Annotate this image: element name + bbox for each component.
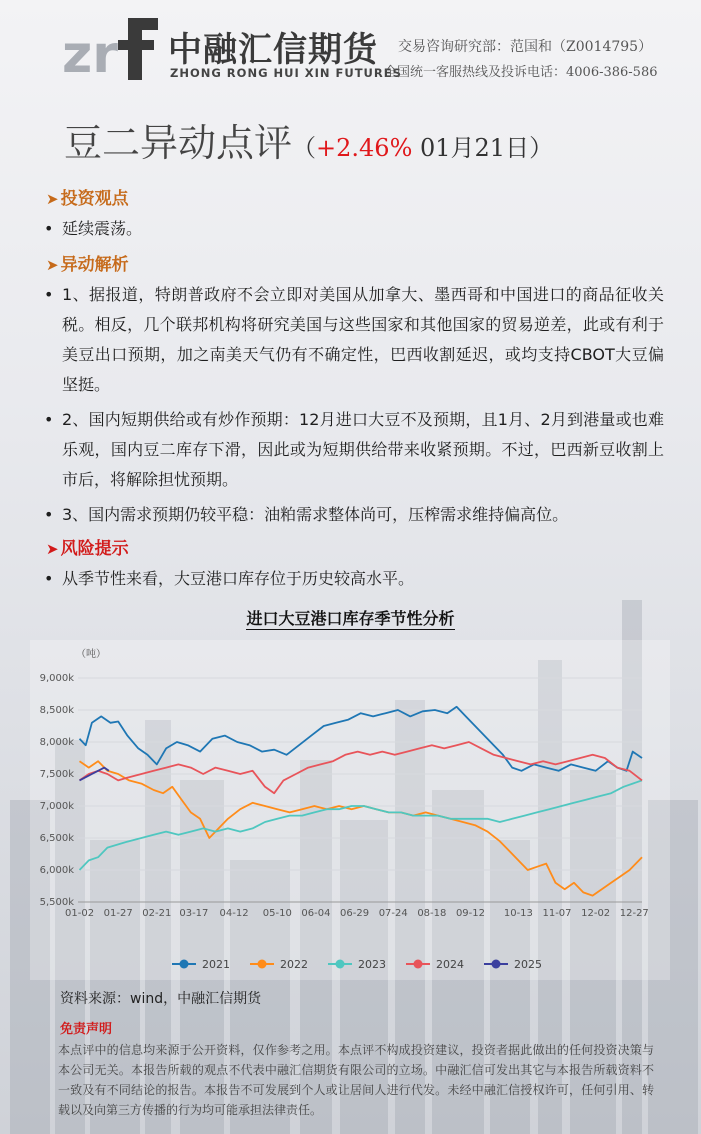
x-tick-label: 07-24 [378,908,408,919]
y-tick-label: 6,000k [39,865,74,876]
x-tick-label: 11-07 [542,908,572,919]
x-tick-label: 05-10 [262,908,292,919]
research-contact: 交易咨询研究部：范国和（Z0014795） [398,39,653,55]
x-tick-label: 04-12 [219,908,249,919]
x-tick-label: 12-02 [581,908,611,919]
bullet-icon: • [44,505,54,524]
x-tick-label: 06-29 [340,908,370,919]
chart-title-text: 进口大豆港口库存季节性分析 [246,609,455,628]
risk-paragraph [44,564,664,594]
legend-label: 2025 [514,958,542,971]
analysis-text-1: 1、据报道，特朗普政府不会立即对美国从加拿大、墨西哥和中国进口的商品征收关税。相反，几个联邦机构将研究美国与这些国家和其他国家的贸易逆差，此或有利于美豆出口预期，加之南美天气仍有不确定性，巴西收割延迟，或均支持CBOT大豆偏坚挺。 [62,285,664,394]
section-analysis-title: 异动解析 [60,255,129,275]
arrow-icon: ➤ [46,540,59,558]
y-tick-label: 6,500k [39,833,74,844]
legend-marker [492,960,501,969]
svg-text:zr: zr [62,25,118,80]
hotline-contact: 全国统一客服热线及投诉电话：4006-386-586 [384,65,658,80]
view-paragraph [44,214,664,244]
legend-label: 2023 [358,958,386,971]
title-main: 豆二异动点评 [64,121,293,165]
legend-label: 2022 [280,958,308,971]
chart-title [0,606,701,629]
bullet-icon: • [44,219,54,238]
x-tick-label: 01-02 [65,908,95,919]
title-open: （ [292,134,317,162]
title-close: ） [529,134,554,162]
section-analysis-heading [46,250,129,275]
bullet-icon: • [44,569,54,588]
analysis-paragraph-2 [44,405,664,495]
page-title [64,112,553,167]
analysis-text-3: 3、国内需求预期仍较平稳：油粕需求整体尚可，压榨需求维持偏高位。 [62,505,569,524]
title-date: 01月21日 [412,134,530,162]
x-tick-label: 12-27 [619,908,649,919]
analysis-paragraph-1 [44,280,664,400]
analysis-paragraph-3 [44,500,664,530]
y-tick-label: 7,000k [39,801,74,812]
risk-text: 从季节性来看，大豆港口库存位于历史较高水平。 [62,569,415,588]
legend-marker [336,960,345,969]
legend-label: 2021 [202,958,230,971]
section-view-heading [46,184,129,209]
y-axis-unit-label: （吨） [76,649,106,660]
arrow-icon: ➤ [46,190,59,208]
arrow-icon: ➤ [46,256,59,274]
section-view-title: 投资观点 [60,189,129,209]
section-risk-title: 风险提示 [60,539,129,559]
bullet-icon: • [44,410,54,429]
legend-marker [180,960,189,969]
report-header [0,0,701,100]
disclaimer-text: 本点评中的信息均来源于公开资料，仅作参考之用。本点评不构成投资建议，投资者据此做出的任何投资决策与本公司无关。本报告所载的观点不代表中融汇信期货有限公司的立场。中融汇信可发出其它与本报告所载资料不一致及有不同结论的报告。本报告不可发展到个人或让居间人进行代发。未经中融汇信授权许可，任何引用、转载以及向第三方传播的行为均可能承担法律责任。 [58,1043,654,1117]
seasonal-inventory-chart [30,640,670,980]
x-tick-label: 01-27 [103,908,133,919]
company-logo [62,14,158,80]
brand-name-en: ZHONG RONG HUI XIN FUTURES [170,66,402,80]
section-risk-heading [46,534,129,559]
y-tick-label: 5,500k [39,897,74,908]
title-change: +2.46% [316,134,413,162]
y-tick-label: 8,000k [39,737,74,748]
data-source: 资料来源：wind，中融汇信期货 [60,991,262,1007]
brand-name-cn: 中融汇信期货 [168,30,378,70]
bullet-icon: • [44,285,54,304]
legend-marker [414,960,423,969]
x-tick-label: 02-21 [142,908,172,919]
x-tick-label: 03-17 [179,908,209,919]
view-text: 延续震荡。 [62,219,143,238]
disclaimer-heading: 免责声明 [60,1022,113,1037]
x-tick-label: 06-04 [301,908,331,919]
x-tick-label: 10-13 [503,908,533,919]
x-tick-label: 08-18 [417,908,447,919]
y-tick-label: 8,500k [39,705,74,716]
analysis-text-2: 2、国内短期供给或有炒作预期：12月进口大豆不及预期，且1月、2月到港量或也难乐观，国内豆二库存下滑，因此或为短期供给带来收紧预期。不过，巴西新豆收割上市后，将解除担忧预期。 [62,410,664,489]
legend-marker [258,960,267,969]
y-tick-label: 7,500k [39,769,74,780]
x-tick-label: 09-12 [455,908,486,919]
y-tick-label: 9,000k [39,673,74,684]
legend-label: 2024 [436,958,464,971]
